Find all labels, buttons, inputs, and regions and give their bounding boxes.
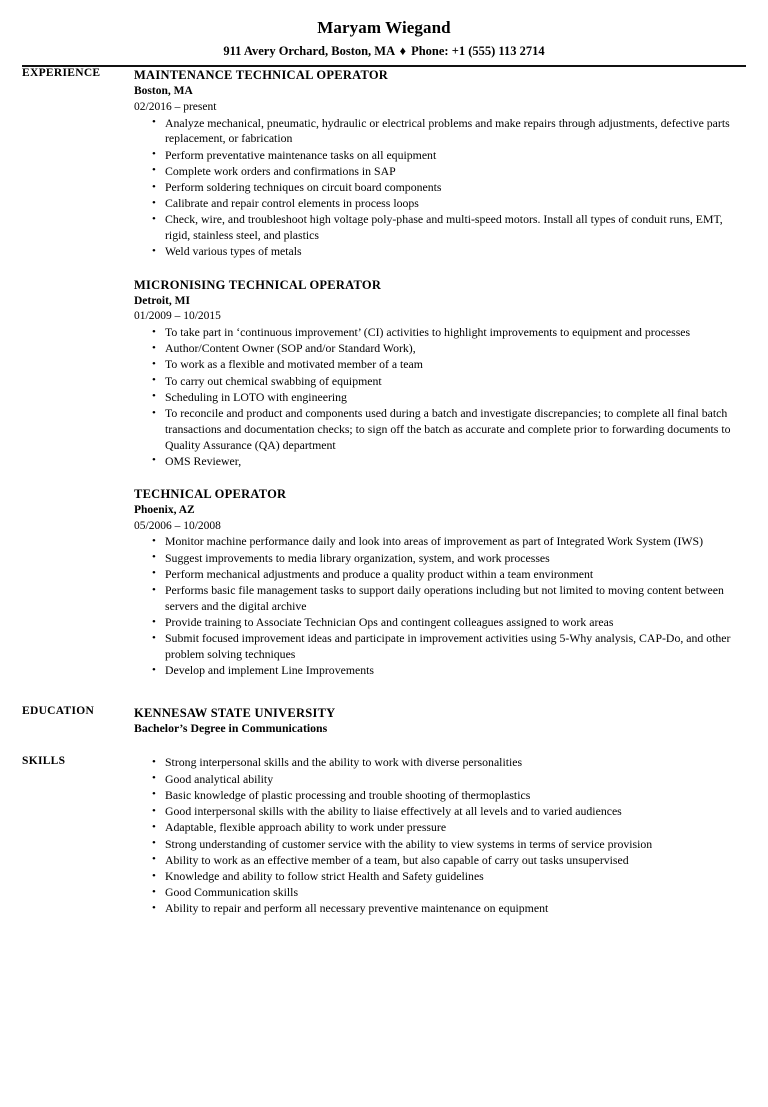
job-dates: 02/2016 – present	[134, 100, 217, 113]
skill-bullet: • Adaptable, flexible approach ability to work under pressure	[152, 820, 746, 836]
job-bullet: • To reconcile and product and components used during a batch and investigate discrepancies; to complete all final batch transactions and documentation checks; to sign off the batch as accurate and complete prior to forwarding documents to Quality Assurance (QA) department	[152, 406, 746, 453]
section-experience	[22, 67, 746, 679]
education-entries	[134, 705, 746, 738]
resume-header	[0, 0, 768, 59]
job-dates: 05/2006 – 10/2008	[134, 519, 221, 532]
section-spacer	[22, 737, 746, 755]
education-entry	[134, 705, 746, 738]
experience-entry	[134, 67, 746, 260]
section-label-experience: EXPERIENCE	[22, 67, 101, 80]
entry-spacer	[134, 470, 746, 486]
diamond-separator-icon: ♦	[399, 44, 406, 59]
education-school: KENNESAW STATE UNIVERSITY	[134, 705, 336, 720]
job-bullet: • To take part in ‘continuous improvement’ (CI) activities to highlight improvements to equipment and processes	[152, 325, 746, 341]
skill-bullet: • Strong understanding of customer service with the ability to view systems in terms of service provision	[152, 837, 746, 853]
skill-bullet: • Good Communication skills	[152, 885, 746, 901]
entry-spacer	[134, 261, 746, 277]
job-bullet: • Calibrate and repair control elements in process loops	[152, 196, 746, 212]
candidate-name: Maryam Wiegand	[317, 18, 451, 37]
job-location: Boston, MA	[134, 85, 193, 98]
education-degree: Bachelor’s Degree in Communications	[134, 721, 328, 736]
job-title: MICRONISING TECHNICAL OPERATOR	[134, 277, 382, 292]
job-bullet: • Check, wire, and troubleshoot high voltage poly-phase and multi-speed motors. Install all types of conduit runs, EMT, rigid, stainless steel, and plastics	[152, 212, 746, 243]
job-title: MAINTENANCE TECHNICAL OPERATOR	[134, 68, 389, 83]
job-bullet: • OMS Reviewer,	[152, 454, 746, 470]
skill-bullet: • Ability to work as an effective member of a team, but also capable of carry out tasks unsupervised	[152, 853, 746, 869]
job-bullet: • To carry out chemical swabbing of equipment	[152, 374, 746, 390]
job-bullet: • To work as a flexible and motivated member of a team	[152, 357, 746, 373]
skill-bullet: • Knowledge and ability to follow strict Health and Safety guidelines	[152, 869, 746, 885]
skills-entries	[134, 755, 746, 917]
skill-bullet: • Good interpersonal skills with the ability to liaise effectively at all levels and to varied audiences	[152, 804, 746, 820]
section-education	[22, 705, 746, 738]
job-dates: 01/2009 – 10/2015	[134, 310, 221, 323]
job-bullet: • Author/Content Owner (SOP and/or Standard Work),	[152, 341, 746, 357]
job-title: TECHNICAL OPERATOR	[134, 487, 287, 502]
job-bullet: • Complete work orders and confirmations in SAP	[152, 164, 746, 180]
skill-bullet: • Basic knowledge of plastic processing and trouble shooting of thermoplastics	[152, 788, 746, 804]
section-skills	[22, 755, 746, 917]
job-bullet: • Scheduling in LOTO with engineering	[152, 390, 746, 406]
section-label-skills: SKILLS	[22, 755, 66, 768]
job-bullet: • Performs basic file management tasks to support daily operations including but not limited to moving content between servers and the digital archive	[152, 583, 746, 614]
job-bullet: • Perform mechanical adjustments and produce a quality product within a team environment	[152, 567, 746, 583]
skill-bullet: • Good analytical ability	[152, 772, 746, 788]
job-bullet: • Develop and implement Line Improvements	[152, 663, 746, 679]
job-bullet-list	[134, 116, 746, 261]
job-bullet-list	[134, 534, 746, 679]
job-bullet: • Perform soldering techniques on circuit board components	[152, 180, 746, 196]
section-spacer	[22, 680, 746, 705]
candidate-phone: Phone: +1 (555) 113 2714	[411, 44, 545, 59]
skill-bullet: • Ability to repair and perform all necessary preventive maintenance on equipment	[152, 901, 746, 917]
job-bullet: • Perform preventative maintenance tasks on all equipment	[152, 148, 746, 164]
section-label-education: EDUCATION	[22, 704, 95, 717]
job-bullet: • Analyze mechanical, pneumatic, hydraulic or electrical problems and make repairs through adjustments, defective parts replacement, or fabrication	[152, 116, 746, 147]
experience-entries	[134, 67, 746, 679]
job-location: Detroit, MI	[134, 294, 190, 307]
candidate-address: 911 Avery Orchard, Boston, MA	[223, 44, 395, 59]
job-bullet: • Submit focused improvement ideas and participate in improvement activities using 5-Why analysis, CAP-Do, and other problem solving techniques	[152, 631, 746, 662]
job-bullet: • Weld various types of metals	[152, 244, 746, 260]
resume-content	[0, 67, 768, 917]
job-bullet: • Provide training to Associate Technician Ops and contingent colleagues assigned to work areas	[152, 615, 746, 631]
job-bullet-list	[134, 325, 746, 470]
skills-bullet-list	[134, 755, 746, 917]
job-location: Phoenix, AZ	[134, 504, 195, 516]
skill-bullet: • Strong interpersonal skills and the ability to work with diverse personalities	[152, 755, 746, 771]
experience-entry	[134, 486, 746, 679]
experience-entry	[134, 277, 746, 470]
job-bullet: • Suggest improvements to media library organization, system, and work processes	[152, 551, 746, 567]
candidate-contact-line	[0, 44, 768, 59]
job-bullet: • Monitor machine performance daily and look into areas of improvement as part of Integrated Work System (IWS)	[152, 534, 746, 550]
